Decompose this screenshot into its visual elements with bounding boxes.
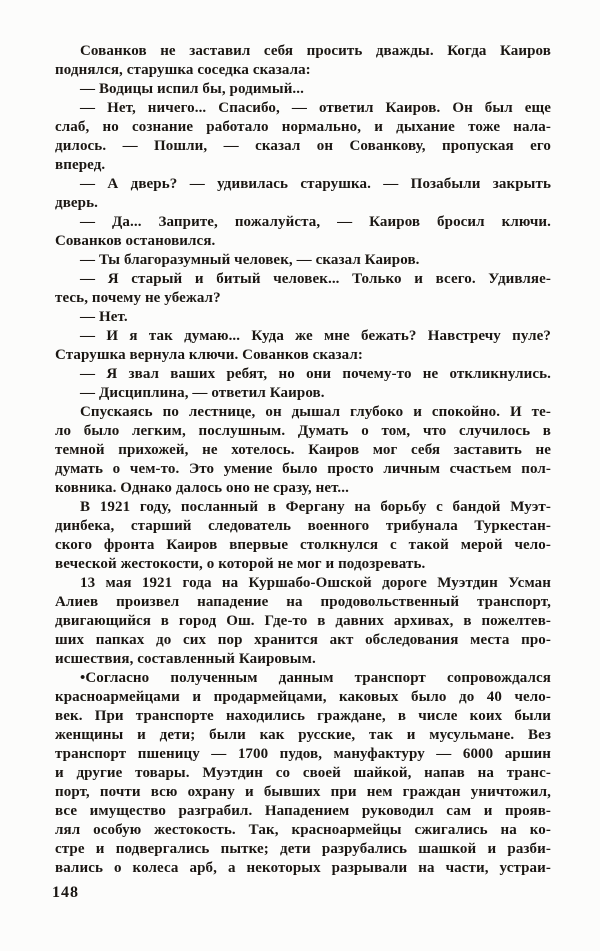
text-line: вались о колеса арб, а некоторых разрывали на части, устраи- <box>55 860 551 876</box>
text-line: вперед. <box>55 157 106 173</box>
text-line: — Я старый и битый человек... Только и всего. Удивляе- <box>80 271 551 287</box>
text-line: 13 мая 1921 года на Куршабо-Ошской дороге Муэтдин Усман <box>80 575 551 591</box>
text-line: — Дисциплина, — ответил Каиров. <box>80 385 325 401</box>
text-line: — И я так думаю... Куда же мне бежать? Навстречу пуле? <box>80 328 551 344</box>
text-line: Сованков остановился. <box>55 233 216 249</box>
text-line: Старушка вернула ключи. Сованков сказал: <box>55 347 364 363</box>
text-line: лял особую жестокость. Так, красноармейцы сжигались на ко- <box>55 822 551 838</box>
text-line: Алиев произвел нападение на продовольственный транспорт, <box>55 594 551 610</box>
text-line: стре и подвергались пытке; дети разрубались шашкой и разби- <box>55 841 551 857</box>
text-line: двигающийся в город Ош. Где-то в давних архивах, в пожелтев- <box>55 613 551 629</box>
text-line: — Нет. <box>80 309 128 325</box>
text-line: транспорт пшеницу — 1700 пудов, мануфактуру — 6000 аршин <box>55 746 551 762</box>
text-line: Спускаясь по лестнице, он дышал глубоко и спокойно. И те- <box>80 404 551 420</box>
text-line: и другие товары. Муэтдин со своей шайкой, напав на транс- <box>55 765 551 781</box>
text-line: — А дверь? — удивилась старушка. — Позабыли закрыть <box>80 176 551 192</box>
text-line: тесь, почему не убежал? <box>55 290 221 306</box>
text-line: поднялся, старушка соседка сказала: <box>55 62 311 78</box>
page-number: 148 <box>52 884 79 901</box>
text-line: — Водицы испил бы, родимый... <box>80 81 304 97</box>
text-line: темной прихожей, не хотелось. Каиров мог себя заставить не <box>55 442 551 458</box>
text-line: век. При транспорте находились граждане, в числе коих были <box>55 708 551 724</box>
text-line: •Согласно полученным данным транспорт сопровождался <box>80 670 551 686</box>
text-line: веческой жестокости, о которой не мог и подозревать. <box>55 556 426 572</box>
text-line: все имущество разграбил. Нападением руководил сам и прояв- <box>55 803 551 819</box>
text-line: — Я звал ваших ребят, но они почему-то не откликнулись. <box>80 366 551 382</box>
text-line: исшествия, составленный Каировым. <box>55 651 316 667</box>
text-line: ло было легким, послушным. Думать о том, что случилось в <box>55 423 551 439</box>
text-line: — Да... Заприте, пожалуйста, — Каиров бросил ключи. <box>80 214 551 230</box>
text-line: В 1921 году, посланный в Фергану на борьбу с бандой Муэт- <box>80 499 551 515</box>
text-line: женщины и дети; были как русские, так и мусульмане. Вез <box>55 727 551 743</box>
text-line: — Нет, ничего... Спасибо, — ответил Каиров. Он был еще <box>80 100 551 116</box>
text-line: думать о чем-то. Это умение было просто личным счастьем пол- <box>55 461 551 477</box>
text-line: динбека, старший следователь военного трибунала Туркестан- <box>55 518 551 534</box>
page-text <box>55 42 551 878</box>
text-line: Сованков не заставил себя просить дважды. Когда Каиров <box>80 43 551 59</box>
text-line: ского фронта Каиров впервые столкнулся с такой мерой чело- <box>55 537 551 553</box>
text-line: дилось. — Пошли, — сказал он Сованкову, пропуская его <box>55 138 551 154</box>
text-line: — Ты благоразумный человек, — сказал Каиров. <box>80 252 420 268</box>
text-line: красноармейцами и продармейцами, каковых было до 40 чело- <box>55 689 551 705</box>
text-line: ковника. Однако далось оно не сразу, нет... <box>55 480 349 496</box>
text-line: ших папках до сих пор хранится акт обследования места про- <box>55 632 551 648</box>
text-line: дверь. <box>55 195 98 211</box>
text-line: порт, почти всю охрану и бывших при нем граждан уничтожил, <box>55 784 551 800</box>
text-line: слаб, но сознание работало нормально, и дыхание тоже нала- <box>55 119 551 135</box>
